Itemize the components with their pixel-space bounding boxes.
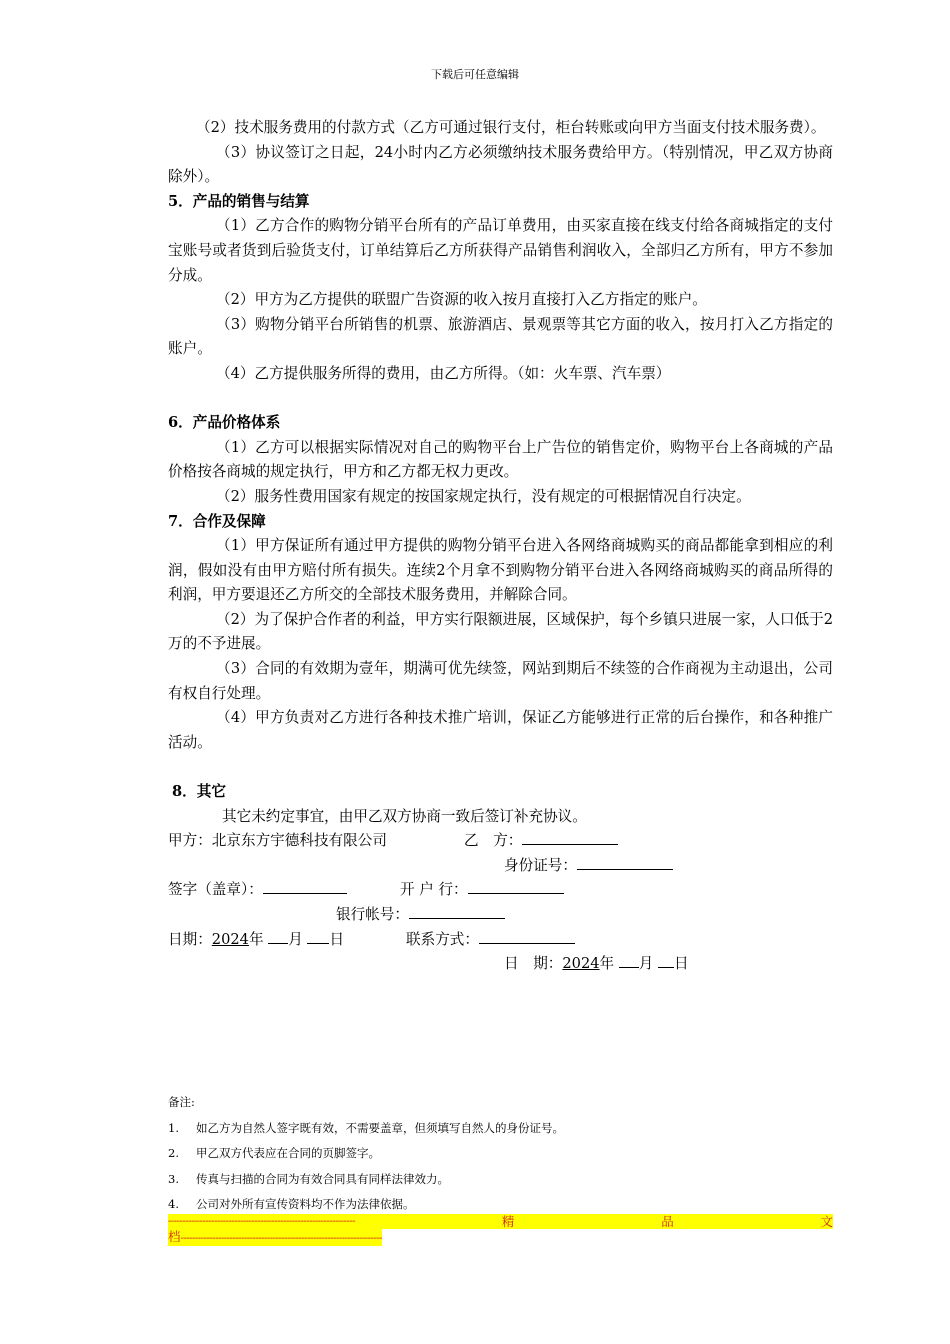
signature-row-1: [168, 829, 833, 854]
note-number: 1.: [168, 1120, 179, 1135]
date-b-day-unit: 日: [674, 955, 689, 973]
id-number-blank[interactable]: [577, 854, 673, 870]
party-b-field: [464, 829, 522, 854]
date-b-year: 2024: [562, 955, 600, 973]
signature-blank[interactable]: [263, 878, 347, 894]
bank-field: [400, 878, 468, 903]
date-a-day-blank[interactable]: [307, 928, 329, 944]
footer-dashes-1: -----------------------------------------------------------------: [168, 1216, 356, 1227]
party-b-blank[interactable]: [522, 829, 618, 845]
footer-watermark-band: [168, 1214, 833, 1246]
section-7-paragraph-1: （1）甲方保证所有通过甲方提供的购物分销平台进入各网络商城购买的商品都能拿到相应的利润，假如没有由甲方赔付所有损失。连续2个月拿不到购物分销平台进入各网络商城购买的商品所得的利润，甲方要退还乙方所交的全部技术服务费用，并解除合同。: [168, 537, 833, 604]
date-a-label: 日期：: [168, 930, 212, 948]
account-label: 银行帐号：: [336, 906, 409, 923]
section-6-paragraph-2: （2）服务性费用国家有规定的按国家规定执行，没有规定的可根据情况自行决定。: [216, 487, 751, 505]
notes-section: [168, 1090, 833, 1218]
note-number: 4.: [168, 1197, 179, 1211]
section-5-title: 5．产品的销售与结算: [168, 192, 310, 210]
date-a-year: 2024: [211, 930, 249, 948]
signature-row-3: [168, 878, 833, 903]
note-number: 2.: [168, 1146, 179, 1160]
account-blank[interactable]: [409, 903, 505, 919]
section-8-paragraph-1: 其它未约定事宜，由甲乙双方协商一致后签订补充协议。: [222, 807, 587, 825]
note-item: [168, 1116, 833, 1142]
id-number-label: 身份证号：: [504, 856, 577, 874]
note-text: 如乙方为自然人签字既有效，不需要盖章，但须填写自然人的身份证号。: [196, 1120, 564, 1135]
signature-row-4: [168, 903, 833, 928]
note-number: 3.: [168, 1171, 179, 1186]
footer-char-1: 精: [501, 1214, 515, 1229]
note-text: 公司对外所有宣传资料均不作为法律依据。: [196, 1197, 415, 1211]
date-a-month-blank[interactable]: [268, 928, 288, 944]
id-number-field: [504, 854, 577, 879]
signature-row-2: [168, 854, 833, 879]
date-b-field: [504, 952, 689, 977]
contact-blank[interactable]: [479, 928, 575, 944]
section-5-paragraph-1: （1）乙方合作的购物分销平台所有的产品订单费用，由买家直接在线支付给各商城指定的支付宝账号或者货到后验货支付，订单结算后乙方所获得产品销售利润收入，全部归乙方所有，甲方不参加分成。: [168, 217, 833, 284]
account-field: [336, 903, 409, 928]
section-5-paragraph-4: （4）乙方提供服务所得的费用，由乙方所得。（如：火车票、汽车票）: [216, 364, 671, 382]
paragraph-fee-3: （3）协议签订之日起，24小时内乙方必须缴纳技术服务费给甲方。（特别情况，甲乙双方协商除外）。: [168, 143, 833, 186]
section-7-title: 7．合作及保障: [168, 512, 266, 530]
section-5-paragraph-3: （3）购物分销平台所销售的机票、旅游酒店、景观票等其它方面的收入，按月打入乙方指定的账户。: [168, 315, 833, 358]
signature-label: 签字（盖章）：: [168, 881, 263, 899]
footer-char-4: 档: [168, 1229, 181, 1244]
footer-line-2: [168, 1229, 382, 1246]
footer-char-2: 品: [661, 1214, 674, 1229]
section-7-paragraph-3: （3）合同的有效期为壹年，期满可优先续签，网站到期后不续签的合作商视为主动退出，公司有权自行处理。: [168, 660, 833, 702]
section-7-paragraph-2: （2）为了保护合作者的利益，甲方实行限额进展，区域保护，每个乡镇只进展一家，人口低于2万的不予进展。: [168, 610, 833, 653]
section-7-paragraph-4: （4）甲方负责对乙方进行各种技术推广培训，保证乙方能够进行正常的后台操作，和各种推广活动。: [168, 709, 833, 751]
contact-field: [406, 928, 479, 953]
date-b-day-blank[interactable]: [658, 952, 674, 968]
note-text: 甲乙双方代表应在合同的页脚签字。: [196, 1146, 380, 1160]
footer-char-3: 文: [820, 1214, 833, 1229]
section-6-paragraph-1: （1）乙方可以根据实际情况对自己的购物平台上广告位的销售定价，购物平台上各商城的产品价格按各商城的规定执行，甲方和乙方都无权力更改。: [168, 438, 833, 481]
note-item: [168, 1167, 833, 1193]
spacer: [168, 755, 833, 780]
date-b-label: 日 期：: [504, 955, 563, 973]
date-a-field: [168, 928, 344, 953]
date-b-year-unit: 年: [599, 955, 615, 973]
date-a-day-unit: 日: [329, 930, 345, 948]
section-6-title: 6．产品价格体系: [168, 414, 281, 432]
footer-line-1: [168, 1214, 833, 1229]
notes-title: 备注:: [168, 1095, 195, 1109]
date-b-month-blank[interactable]: [619, 952, 639, 968]
signature-row-5: [168, 928, 833, 953]
date-b-month-unit: 月: [638, 955, 654, 973]
paragraph-fee-2: （2）技术服务费用的付款方式（乙方可通过银行支付，柜台转账或向甲方当面支付技术服务费）。: [196, 119, 826, 136]
bank-label: 开 户 行：: [400, 881, 468, 899]
date-a-month-unit: 月: [288, 930, 303, 948]
signature-field: [168, 878, 263, 903]
signature-row-6: [168, 952, 833, 977]
note-text: 传真与扫描的合同为有效合同具有同样法律效力。: [196, 1171, 449, 1186]
bank-blank[interactable]: [468, 878, 564, 894]
party-a-name: 甲方：北京东方宇德科技有限公司: [168, 832, 387, 850]
contract-body: [168, 116, 833, 977]
page-header: 下载后可任意编辑: [431, 68, 519, 81]
section-8-title: 8．其它: [172, 783, 226, 801]
date-a-year-unit: 年: [248, 930, 264, 948]
spacer: [168, 387, 833, 412]
section-5-paragraph-2: （2）甲方为乙方提供的联盟广告资源的收入按月直接打入乙方指定的账户。: [216, 291, 707, 309]
note-item: [168, 1141, 833, 1167]
footer-dashes-2: ----------------------------------------------------------------------: [180, 1233, 383, 1244]
contact-label: 联系方式：: [406, 930, 479, 948]
party-b-label: 乙 方：: [464, 832, 523, 850]
